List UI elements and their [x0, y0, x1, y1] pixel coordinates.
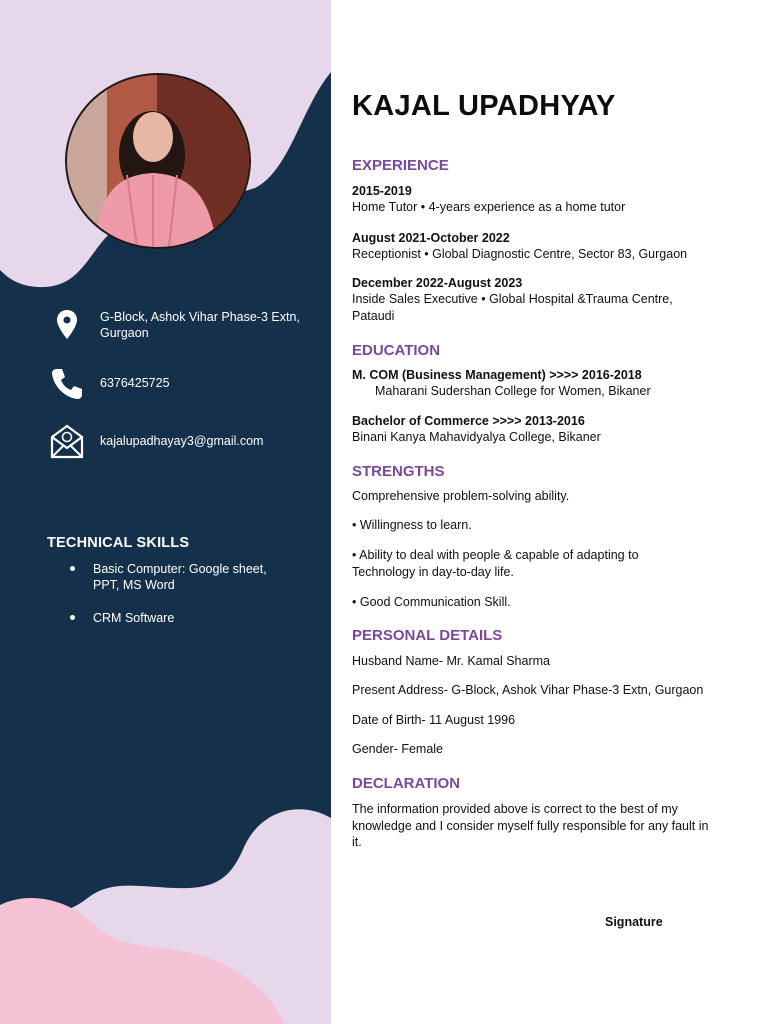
contact-address: G-Block, Ashok Vihar Phase-3 Extn, Gurgaon [100, 310, 300, 340]
education-institution: Binani Kanya Mahavidyalya College, Bikaner [352, 430, 601, 444]
personal-detail: Gender- Female [352, 742, 444, 756]
education-degree: M. COM (Business Management) >>>> 2016-2018 [352, 368, 642, 382]
strength-item: • Ability to deal with people & capable of adapting to Technology in day-to-day life. [352, 548, 639, 579]
strength-item: • Good Communication Skill. [352, 595, 511, 609]
strength-item: • Willingness to learn. [352, 518, 472, 532]
experience-period: 2015-2019 [352, 184, 412, 198]
personal-detail: Present Address- G-Block, Ashok Vihar Phase-3 Extn, Gurgaon [352, 683, 704, 697]
profile-photo [65, 73, 251, 249]
experience-period: August 2021-October 2022 [352, 231, 510, 245]
experience-title: EXPERIENCE [352, 157, 449, 174]
personal-details-title: PERSONAL DETAILS [352, 627, 503, 644]
experience-period: December 2022-August 2023 [352, 276, 523, 290]
contact-email[interactable]: kajalupadhayay3@gmail.com [100, 434, 264, 448]
experience-detail: Receptionist • Global Diagnostic Centre, Sector 83, Gurgaon [352, 247, 688, 261]
list-item [70, 561, 270, 593]
sidebar [0, 0, 331, 1024]
strengths-title: STRENGTHS [352, 463, 445, 480]
declaration-title: DECLARATION [352, 775, 461, 792]
contact-phone[interactable]: 6376425725 [100, 376, 170, 390]
skill-text: CRM Software [93, 611, 175, 625]
bullet-icon [70, 615, 75, 620]
strength-item: Comprehensive problem-solving ability. [352, 489, 570, 503]
education-degree: Bachelor of Commerce >>>> 2013-2016 [352, 414, 585, 428]
personal-detail: Date of Birth- 11 August 1996 [352, 713, 516, 727]
list-item [70, 610, 270, 626]
candidate-name: KAJAL UPADHYAY [352, 90, 616, 122]
technical-skills-title: TECHNICAL SKILLS [47, 535, 190, 551]
technical-skills-list [70, 561, 270, 643]
email-icon [48, 422, 86, 460]
bullet-icon [70, 566, 75, 571]
profile-photo-illustration [67, 75, 249, 247]
education-title: EDUCATION [352, 342, 441, 359]
experience-detail: Inside Sales Executive • Global Hospital &Trauma Centre, Pataudi [352, 292, 673, 323]
location-pin-icon [48, 305, 86, 343]
skill-text: Basic Computer: Google sheet, PPT, MS Word [93, 562, 267, 592]
signature-label: Signature [605, 915, 663, 929]
experience-detail: Home Tutor • 4-years experience as a home tutor [352, 200, 626, 214]
education-institution: Maharani Sudershan College for Women, Bikaner [375, 384, 651, 398]
phone-icon [48, 364, 86, 402]
declaration-text: The information provided above is correct to the best of my knowledge and I consider myself fully responsible for any fault in it. [352, 802, 709, 849]
personal-detail: Husband Name- Mr. Kamal Sharma [352, 654, 550, 668]
